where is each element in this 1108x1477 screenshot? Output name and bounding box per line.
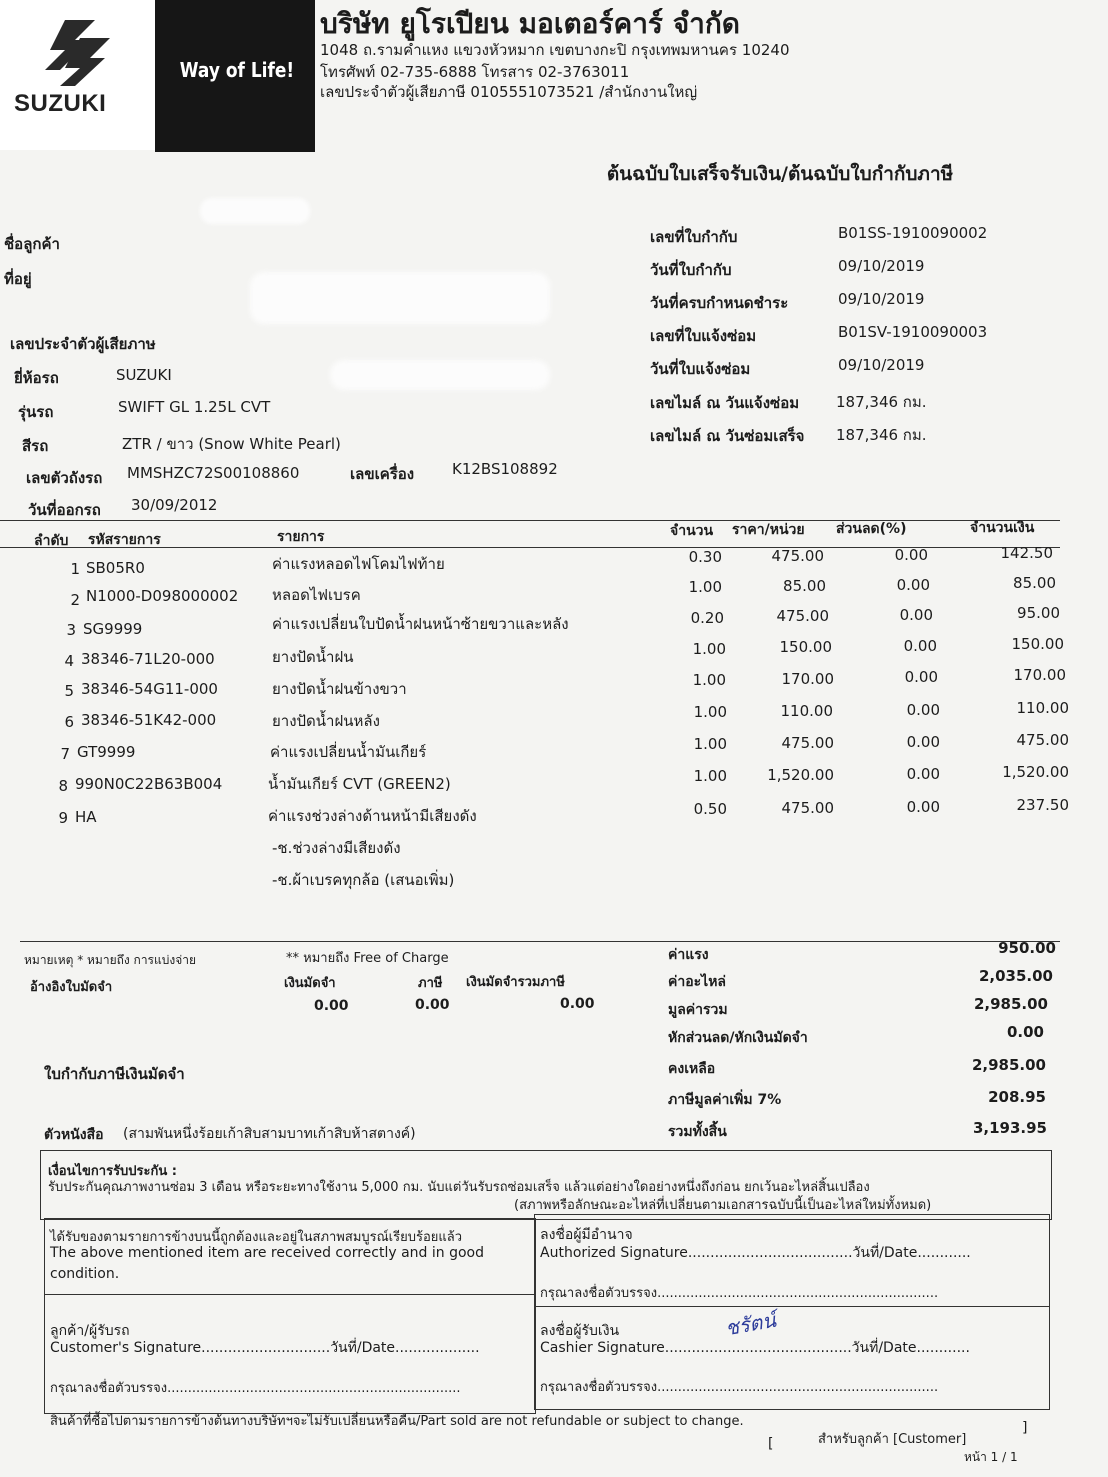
row-code: 38346-54G11-000 [81, 680, 218, 698]
col-header-code: รหัสรายการ [88, 532, 161, 548]
parts-label: ค่าอะไหล่ [668, 974, 727, 990]
col-header-qty: จำนวน [670, 523, 714, 539]
row-no: 3 [66, 621, 76, 639]
discount-value: 0.00 [1006, 1023, 1044, 1041]
due-date-label: วันที่ครบกำหนดชำระ [650, 294, 789, 312]
parts-value: 2,035.00 [978, 967, 1053, 985]
balance-label: คงเหลือ [668, 1061, 716, 1077]
row-amount: 1,520.00 [1002, 763, 1069, 781]
col-header-amount: จำนวนเงิน [970, 520, 1035, 536]
row-amount: 95.00 [1017, 604, 1060, 622]
engine-value: K12BS108892 [452, 460, 558, 478]
row-description: ค่าแรงเปลี่ยนน้ำมันเกียร์ [270, 743, 427, 761]
row-no: 2 [70, 591, 80, 609]
note-line: -ช.ผ้าเบรคทุกล้อ (เสนอเพิ่ม) [272, 871, 455, 889]
row-qty: 1.00 [693, 767, 727, 785]
mileage-in-value: 187,346 กม. [836, 393, 927, 411]
customer-label-th: ลูกค้า/ผู้รับรถ [50, 1323, 130, 1339]
col-header-description: รายการ [277, 529, 325, 545]
row-no: 1 [70, 560, 80, 578]
row-amount: 150.00 [1011, 635, 1064, 653]
row-qty: 1.00 [693, 703, 727, 721]
row-amount: 142.50 [1000, 544, 1053, 562]
row-discount: 0.00 [906, 701, 940, 719]
company-phone: โทรศัพท์ 02-735-6888 โทรสาร 02-3763011 [320, 63, 630, 81]
row-discount: 0.00 [894, 546, 928, 564]
customer-name-label: ชื่อลูกค้า [4, 235, 60, 253]
row-description: ยางปัดน้ำฝน [272, 648, 354, 666]
deposit-value: 0.00 [314, 998, 349, 1014]
deposit-label: เงินมัดจำ [284, 976, 336, 991]
row-code: HA [75, 808, 97, 826]
received-text-th: ได้รับของตามรายการข้างบนนี้ถูกต้องและอยู่ในสภาพสมบูรณ์เรียบร้อยแล้ว [50, 1230, 463, 1245]
row-unit-price: 110.00 [780, 702, 833, 720]
deposit-ref-label: อ้างอิงใบมัดจำ [30, 980, 113, 995]
discount-label: หักส่วนลด/หักเงินมัดจำ [668, 1030, 808, 1046]
row-unit-price: 475.00 [776, 607, 829, 625]
row-unit-price: 170.00 [781, 670, 834, 688]
row-unit-price: 85.00 [783, 577, 826, 595]
row-qty: 1.00 [688, 578, 722, 596]
row-description: ค่าแรงเปลี่ยนใบปัดน้ำฝนหน้าซ้ายขวาและหลัง [272, 615, 569, 633]
row-amount: 170.00 [1013, 666, 1066, 684]
issue-date-label: วันที่ออกรถ [28, 501, 101, 519]
row-discount: 0.00 [903, 637, 937, 655]
customer-signature-line[interactable]: Customer's Signature.............................วันที่/Date................... [50, 1340, 480, 1356]
mileage-in-label: เลขไมล์ ณ วันแจ้งซ่อม [650, 394, 800, 412]
totals-top-rule [20, 941, 1060, 942]
row-code: SG9999 [83, 620, 143, 638]
deposit-total-value: 0.00 [560, 996, 595, 1012]
model-value: SWIFT GL 1.25L CVT [118, 398, 271, 416]
row-code: N1000-D098000002 [86, 587, 239, 605]
invoice-no-value: B01SS-1910090002 [838, 224, 988, 242]
received-text-en: The above mentioned item are received correctly and in good [50, 1245, 484, 1261]
remark-partial-payment: หมายเหตุ * หมายถึง การแบ่งจ่าย [24, 953, 197, 967]
customer-taxid-label: เลขประจำตัวผู้เสียภาษ [10, 335, 156, 353]
vat-value: 208.95 [988, 1088, 1046, 1106]
row-code: 38346-51K42-000 [81, 711, 217, 729]
deposit-vat-value: 0.00 [415, 997, 450, 1013]
document-title: ต้นฉบับใบเสร็จรับเงิน/ต้นฉบับใบกำกับภาษี [606, 163, 954, 185]
refund-policy: สินค้าที่ซื้อไปตามรายการข้างต้นทางบริษัทฯจะไม่รับเปลี่ยนหรือคืน/Part sold are not refundable or subject to change. [50, 1414, 744, 1429]
repair-order-no-value: B01SV-1910090003 [838, 323, 988, 341]
authorized-label-th: ลงชื่อผู้มีอำนาจ [540, 1227, 633, 1243]
model-label: รุ่นรถ [18, 403, 54, 421]
labor-label: ค่าแรง [668, 947, 709, 963]
redacted-area [330, 360, 550, 390]
repair-order-date-label: วันที่ใบแจ้งซ่อม [650, 360, 751, 378]
row-no: 5 [64, 682, 74, 700]
row-amount: 475.00 [1016, 731, 1069, 749]
row-no: 7 [60, 745, 70, 763]
suzuki-s-icon [35, 18, 115, 88]
engine-label: เลขเครื่อง [350, 465, 415, 483]
divider [534, 1306, 1050, 1307]
row-no: 4 [64, 652, 74, 670]
repair-order-no-label: เลขที่ใบแจ้งซ่อม [650, 327, 757, 345]
deposit-vat-label: ภาษี [418, 976, 443, 991]
brand-value: SUZUKI [116, 366, 172, 384]
authorized-signature-line[interactable]: Authorized Signature.....................................วันที่/Date............ [540, 1245, 971, 1261]
brand-label: ยี่ห้อรถ [14, 369, 59, 387]
row-unit-price: 150.00 [779, 638, 832, 656]
row-code: 38346-71L20-000 [81, 650, 215, 668]
row-code: GT9999 [77, 743, 136, 761]
company-tax-id: เลขประจำตัวผู้เสียภาษี 0105551073521 /สำนักงานใหญ่ [320, 83, 698, 101]
row-unit-price: 475.00 [771, 547, 824, 565]
tagline: Way of Life! [179, 58, 295, 82]
redacted-area [250, 272, 550, 324]
warranty-note: (สภาพหรือลักษณะอะไหล่ที่เปลี่ยนตามเอกสารฉบับนี้เป็นอะไหล่ใหม่ทั้งหมด) [514, 1198, 932, 1213]
amount-in-words: (สามพันหนึ่งร้อยเก้าสิบสามบาทเก้าสิบห้าสตางค์) [123, 1126, 416, 1142]
row-description: น้ำมันเกียร์ CVT (GREEN2) [268, 775, 451, 793]
invoice-date-label: วันที่ใบกำกับ [650, 261, 732, 279]
row-amount: 237.50 [1016, 796, 1069, 814]
cashier-print-name-line[interactable]: กรุณาลงชื่อตัวบรรจง.................................................................... [540, 1380, 939, 1395]
color-label: สีรถ [22, 437, 49, 455]
col-header-discount: ส่วนลด(%) [836, 521, 907, 537]
note-line: -ช.ช่วงล่างมีเสียงดัง [272, 839, 401, 857]
row-discount: 0.00 [904, 668, 938, 686]
row-amount: 110.00 [1016, 699, 1069, 717]
row-description: ยางปัดน้ำฝนข้างขวา [272, 680, 407, 698]
row-description: ค่าแรงหลอดไฟโคมไฟท้าย [272, 555, 445, 573]
row-no: 9 [58, 809, 68, 827]
vat-label: ภาษีมูลค่าเพิ่ม 7% [668, 1092, 782, 1108]
vin-value: MMSHZC72S00108860 [127, 464, 300, 482]
page-number: หน้า 1 / 1 [964, 1450, 1018, 1464]
row-qty: 1.00 [692, 640, 726, 658]
row-qty: 0.30 [688, 548, 722, 566]
balance-value: 2,985.00 [971, 1056, 1046, 1074]
row-unit-price: 475.00 [781, 799, 834, 817]
subtotal-value: 2,985.00 [973, 995, 1048, 1013]
row-qty: 0.20 [690, 609, 724, 627]
row-no: 8 [58, 777, 68, 795]
row-code: 990N0C22B63B004 [75, 775, 223, 793]
row-discount: 0.00 [899, 606, 933, 624]
mileage-out-value: 187,346 กม. [836, 426, 927, 444]
row-description: ยางปัดน้ำฝนหลัง [272, 712, 380, 730]
company-name: บริษัท ยูโรเปียน มอเตอร์คาร์ จำกัด [320, 7, 740, 40]
labor-value: 950.00 [998, 939, 1056, 957]
row-discount: 0.00 [906, 765, 940, 783]
amount-in-words-label: ตัวหนังสือ [44, 1127, 104, 1143]
issue-date-value: 30/09/2012 [131, 496, 218, 514]
copy-open-bracket: [ [768, 1436, 774, 1452]
copy-close-bracket: ] [1022, 1420, 1028, 1436]
deposit-total-label: เงินมัดจำรวมภาษี [466, 975, 565, 990]
row-description: หลอดไฟเบรค [272, 586, 361, 604]
authorized-print-name-line[interactable]: กรุณาลงชื่อตัวบรรจง.................................................................... [540, 1286, 939, 1301]
due-date-value: 09/10/2019 [838, 290, 925, 308]
row-qty: 1.00 [692, 671, 726, 689]
suzuki-logo [0, 0, 155, 150]
received-text-en-cont: condition. [50, 1266, 120, 1282]
subtotal-label: มูลค่ารวม [668, 1002, 728, 1018]
remark-free-of-charge: ** หมายถึง Free of Charge [286, 951, 449, 966]
row-discount: 0.00 [896, 576, 930, 594]
row-description: ค่าแรงช่วงล่างด้านหน้ามีเสียงดัง [268, 807, 477, 825]
row-qty: 1.00 [693, 735, 727, 753]
color-value: ZTR / ขาว (Snow White Pearl) [122, 435, 341, 453]
row-qty: 0.50 [693, 800, 727, 818]
customer-address-label: ที่อยู่ [4, 270, 32, 288]
vin-label: เลขตัวถังรถ [26, 469, 103, 487]
grand-total-label: รวมทั้งสิ้น [668, 1124, 727, 1140]
deposit-invoice-label: ใบกำกับภาษีเงินมัดจำ [44, 1065, 185, 1083]
warranty-text: รับประกันคุณภาพงานซ่อม 3 เดือน หรือระยะทางใช้งาน 5,000 กม. นับแต่วันรับรถซ่อมเสร็จ แล้วแต่อย่างใดอย่างหนึ่งถึงก่อน ยกเว้นอะไหล่สิ้นเปลือง [48, 1180, 870, 1195]
row-discount: 0.00 [906, 798, 940, 816]
row-unit-price: 475.00 [781, 734, 834, 752]
row-amount: 85.00 [1013, 574, 1056, 592]
suzuki-wordmark: SUZUKI [14, 90, 107, 117]
mileage-out-label: เลขไมล์ ณ วันซ่อมเสร็จ [650, 427, 805, 445]
copy-type-label: สำหรับลูกค้า [Customer] [818, 1432, 967, 1447]
row-discount: 0.00 [906, 733, 940, 751]
col-header-no: ลำดับ [34, 533, 69, 549]
repair-order-date-value: 09/10/2019 [838, 356, 925, 374]
row-code: SB05R0 [86, 559, 145, 577]
warranty-title: เงื่อนไขการรับประกัน : [48, 1164, 177, 1179]
redacted-area [200, 198, 310, 224]
customer-print-name-line[interactable]: กรุณาลงชื่อตัวบรรจง....................................................................... [50, 1381, 461, 1396]
invoice-no-label: เลขที่ใบกำกับ [650, 228, 738, 246]
company-address: 1048 ถ.รามคำแหง แขวงหัวหมาก เขตบางกะปิ กรุงเทพมหานคร 10240 [320, 41, 790, 59]
divider [44, 1294, 536, 1295]
cashier-signature-line[interactable]: Cashier Signature..........................................วันที่/Date............ [540, 1340, 970, 1356]
invoice-date-value: 09/10/2019 [838, 257, 925, 275]
row-unit-price: 1,520.00 [767, 766, 834, 784]
cashier-label-th: ลงชื่อผู้รับเงิน [540, 1323, 620, 1339]
row-no: 6 [64, 713, 74, 731]
cashier-handwritten-signature: ชรัตน์ [723, 1307, 778, 1341]
grand-total-value: 3,193.95 [972, 1119, 1047, 1137]
col-header-unit-price: ราคา/หน่วย [732, 522, 805, 538]
